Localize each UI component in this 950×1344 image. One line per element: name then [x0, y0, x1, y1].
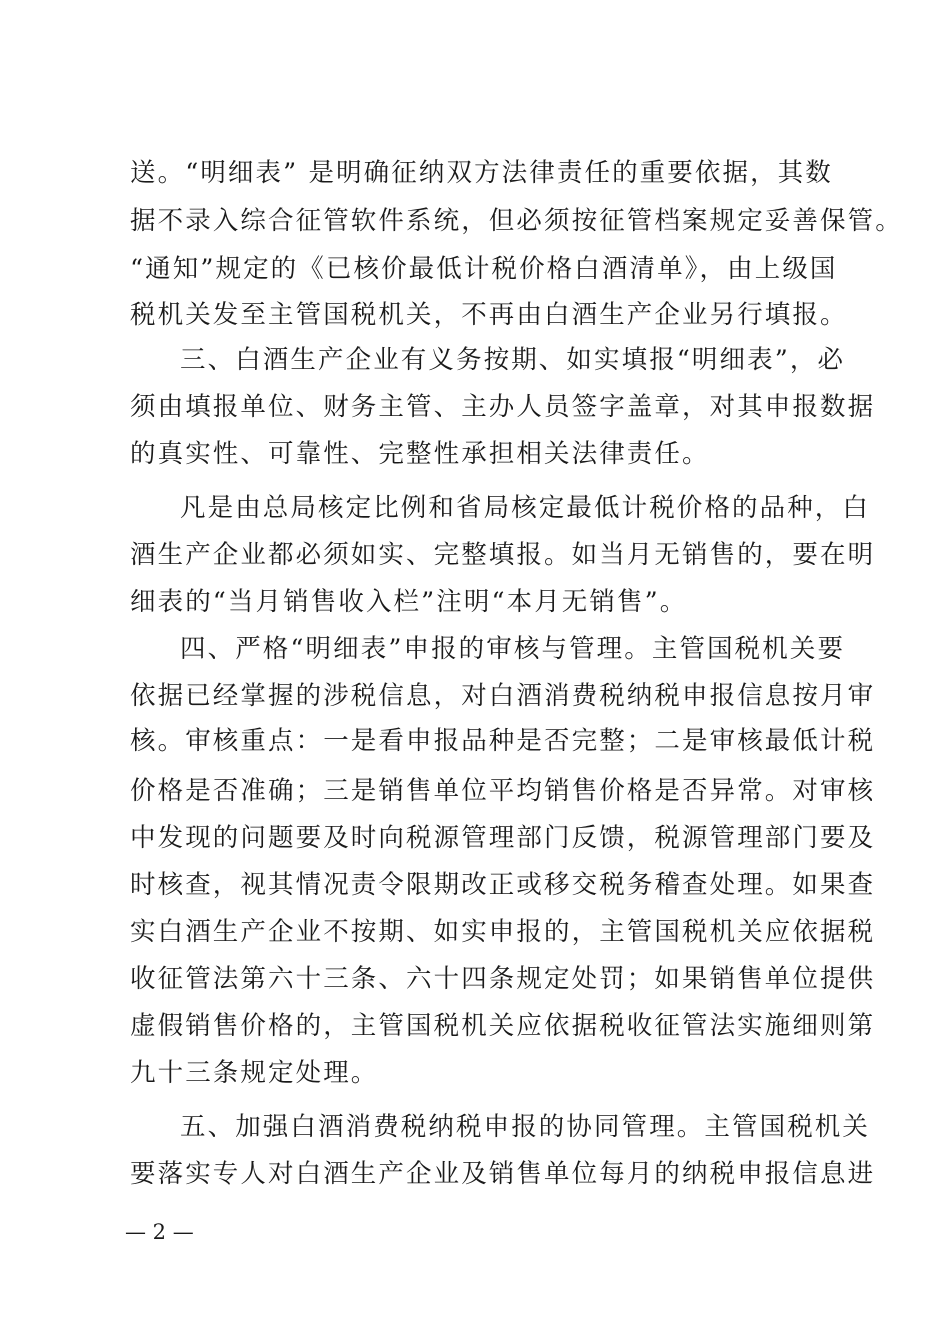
- text-line: 的真实性、可靠性、完整性承担相关法律责任。: [130, 439, 710, 469]
- text-line: 送。“明细表” 是明确征纳双方法律责任的重要依据，其数: [130, 158, 833, 188]
- text-line: 时核查，视其情况责令限期改正或移交税务稽查处理。如果查: [130, 870, 876, 900]
- text-line: 收征管法第六十三条、六十四条规定处罚；如果销售单位提供: [130, 964, 876, 994]
- text-line: 实白酒生产企业不按期、如实申报的，主管国税机关应依据税: [130, 917, 876, 947]
- text-line: 酒生产企业都必须如实、完整填报。如当月无销售的，要在明: [130, 540, 876, 570]
- text-line: 虚假销售价格的，主管国税机关应依据税收征管法实施细则第: [130, 1011, 876, 1041]
- text-line: 据不录入综合征管软件系统，但必须按征管档案规定妥善保管。: [130, 206, 903, 236]
- text-line: 核。审核重点：一是看申报品种是否完整；二是审核最低计税: [130, 726, 876, 756]
- text-line: 税机关发至主管国税机关，不再由白酒生产企业另行填报。: [130, 300, 848, 330]
- text-line: 价格是否准确；三是销售单位平均销售价格是否异常。对审核: [130, 776, 876, 806]
- text-line: 九十三条规定处理。: [130, 1058, 379, 1088]
- paragraph-five-line: 五、加强白酒消费税纳税申报的协同管理。主管国税机关: [180, 1112, 871, 1142]
- text-line: 须由填报单位、财务主管、主办人员签字盖章，对其申报数据: [130, 392, 876, 422]
- paragraph-three-line: 三、白酒生产企业有义务按期、如实填报“明细表”，必: [180, 345, 846, 375]
- text-line: “通知”规定的《已核价最低计税价格白酒清单》，由上级国: [130, 254, 838, 284]
- paragraph-four-line: 四、严格“明细表”申报的审核与管理。主管国税机关要: [180, 634, 846, 664]
- text-line: 要落实专人对白酒生产企业及销售单位每月的纳税申报信息进: [130, 1159, 876, 1189]
- text-line: 细表的“当月销售收入栏”注明“本月无销售”。: [130, 587, 688, 617]
- paragraph-line: 凡是由总局核定比例和省局核定最低计税价格的品种，白: [180, 493, 871, 523]
- page-number: — 2 —: [125, 1220, 194, 1244]
- text-line: 中发现的问题要及时向税源管理部门反馈，税源管理部门要及: [130, 823, 876, 853]
- text-line: 依据已经掌握的涉税信息，对白酒消费税纳税申报信息按月审: [130, 681, 876, 711]
